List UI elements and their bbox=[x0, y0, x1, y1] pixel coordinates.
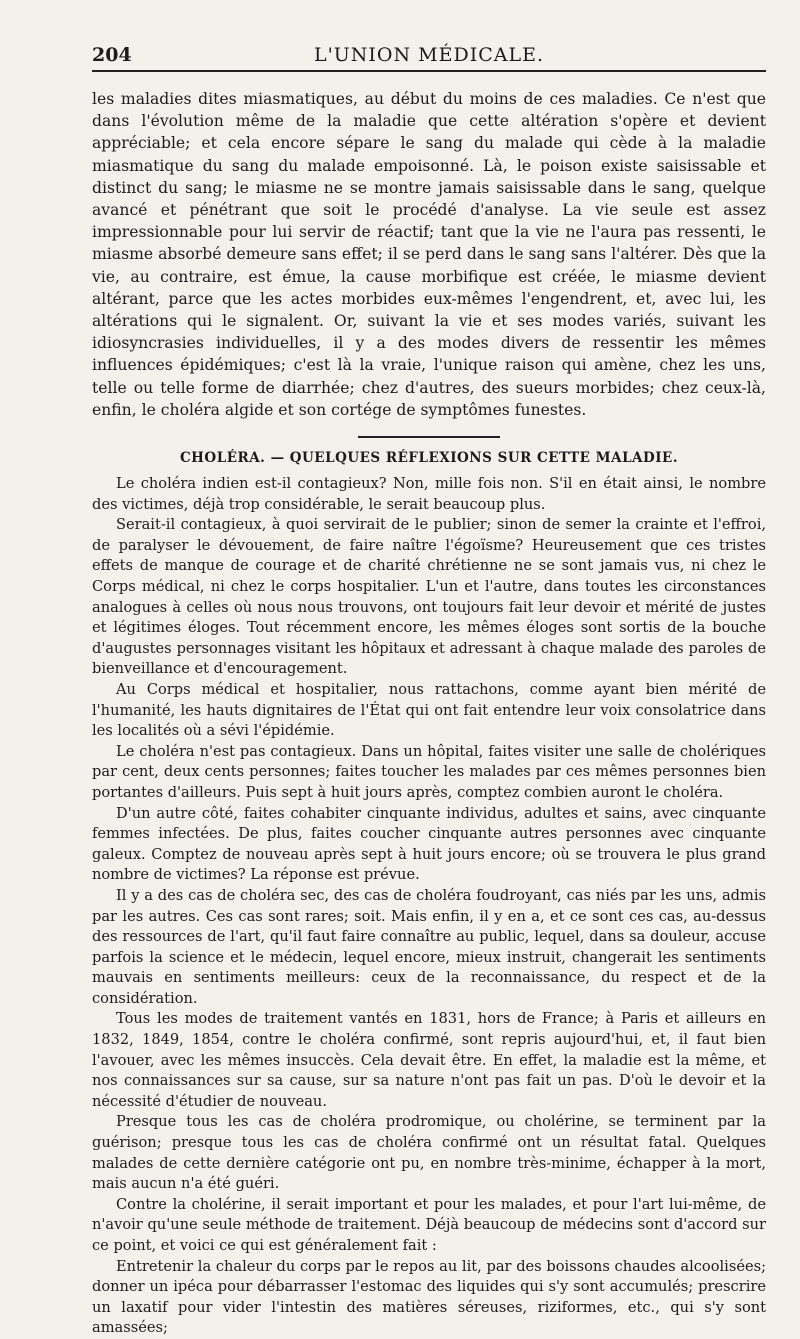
paragraph: Entretenir la chaleur du corps par le repos au lit, par des boissons chaudes alcoolisées; donner un ipéca pour débarrasser l'estomac des liquides qui s'y sont accumulés; prescrire un laxatif pour vider l'intestin des matières séreuses, riziformes, etc., qui s'y sont amassées; bbox=[92, 1257, 766, 1337]
paragraph: Le choléra n'est pas contagieux. Dans un hôpital, faites visiter une salle de cholériques par cent, deux cents personnes; faites toucher les malades par ces mêmes personnes bien portantes d'ailleurs. Puis sept à huit jours après, comptez combien auront le choléra. bbox=[92, 742, 766, 801]
section-separator bbox=[358, 436, 500, 438]
section-body bbox=[92, 474, 766, 1339]
section-title: CHOLÉRA. — QUELQUES RÉFLEXIONS SUR CETTE MALADIE. bbox=[179, 450, 679, 467]
page-number: 204 bbox=[92, 44, 132, 66]
journal-title: L'UNION MÉDICALE. bbox=[313, 44, 545, 66]
intro-paragraph: les maladies dites miasmatiques, au début du moins de ces maladies. Ce n'est que dans l'évolution même de la maladie que cette altération s'opère et devient appréciable; et cela encore sépare le sang du malade qui cède à la maladie miasmatique du sang du malade empoisonné. Là, le poison existe saisissable et distinct du sang; le miasme ne se montre jamais saisissable dans le sang, quelque avancé et pénétrant que soit le procédé d'analyse. La vie seule est assez impressionnable pour lui servir de réactif; tant que la vie ne l'aura pas ressenti, le miasme absorbé demeure sans effet; il se perd dans le sang sans l'altérer. Dès que la vie, au contraire, est émue, la cause morbifique est créée, le miasme devient altérant, parce que les actes morbides eux-mêmes l'engendrent, et, avec lui, les altérations qui le signalent. Or, suivant la vie et ses modes variés, suivant les idiosyncrasies individuelles, il y a des modes divers de ressentir les mêmes influences épidémiques; c'est là la vraie, l'unique raison qui amène, chez les uns, telle ou telle forme de diarrhée; chez d'autres, des sueurs morbides; chez ceux-là, enfin, le choléra algide et son cortége de symptômes funestes. bbox=[92, 90, 766, 419]
paragraph: Presque tous les cas de choléra prodromique, ou cholérine, se terminent par la guérison; presque tous les cas de choléra confirmé ont un résultat fatal. Quelques malades de cette dernière catégorie ont pu, en nombre très-minime, échapper à la mort, mais aucun n'a été guéri. bbox=[92, 1113, 766, 1193]
intro-text bbox=[92, 88, 766, 421]
paragraph: Tous les modes de traitement vantés en 1831, hors de France; à Paris et ailleurs en 1832, 1849, 1854, contre le choléra confirmé, sont repris aujourd'hui, et, il faut bien l'avouer, avec les mêmes insuccès. Cela devait être. En effet, la maladie est la même, et nos connaissances sur sa cause, sur sa nature n'ont pas fait un pas. D'où le devoir et la nécessité d'étudier de nouveau. bbox=[92, 1010, 766, 1110]
paragraph: Au Corps médical et hospitalier, nous rattachons, comme ayant bien mérité de l'humanité, les hauts dignitaires de l'État qui ont fait entendre leur voix consolatrice dans les localités où a sévi l'épidémie. bbox=[92, 680, 766, 740]
paragraph: Il y a des cas de choléra sec, des cas de choléra foudroyant, cas niés par les uns, admis par les autres. Ces cas sont rares; soit. Mais enfin, il y en a, et ce sont ces cas, au-dessus des ressources de l'art, qu'il faut faire connaître au public, lequel, dans sa douleur, accuse parfois la science et le médecin, lequel encore, mieux instruit, changerait les sentiments mauvais en sentiments meilleurs: ceux de la reconnaissance, du respect et de la considération. bbox=[92, 886, 766, 1007]
paragraph: Le choléra indien est-il contagieux? Non, mille fois non. S'il en était ainsi, le nombre des victimes, déjà trop considérable, le serait beaucoup plus. bbox=[92, 475, 766, 513]
paragraph: Serait-il contagieux, à quoi servirait de le publier; sinon de semer la crainte et l'effroi, de paralyser le dévouement, de faire naître l'égoïsme? Heureusement que ces tristes effets de manque de courage et de charité chrétienne ne se sont jamais vus, ni chez le Corps médical, ni chez le corps hospitalier. L'un et l'autre, dans toutes les circonstances analogues à celles où nous nous trouvons, ont toujours fait leur devoir et mérité de justes et légitimes éloges. Tout récemment encore, les mêmes éloges sont sortis de la bouche d'augustes personnages visitant les hôpitaux et adressant à chaque malade des paroles de bienveillance et d'encouragement. bbox=[92, 516, 766, 678]
running-header bbox=[92, 40, 766, 72]
paragraph: D'un autre côté, faites cohabiter cinquante individus, adultes et sains, avec cinquante femmes infectées. De plus, faites coucher cinquante autres personnes avec cinquante galeux. Comptez de nouveau après sept à huit jours encore; où se trouvera le plus grand nombre de victimes? La réponse est prévue. bbox=[92, 804, 766, 884]
paragraph: Contre la cholérine, il serait important et pour les malades, et pour l'art lui-même, de n'avoir qu'une seule méthode de traitement. Déjà beaucoup de médecins sont d'accord sur ce point, et voici ce qui est généralement fait : bbox=[92, 1195, 766, 1255]
